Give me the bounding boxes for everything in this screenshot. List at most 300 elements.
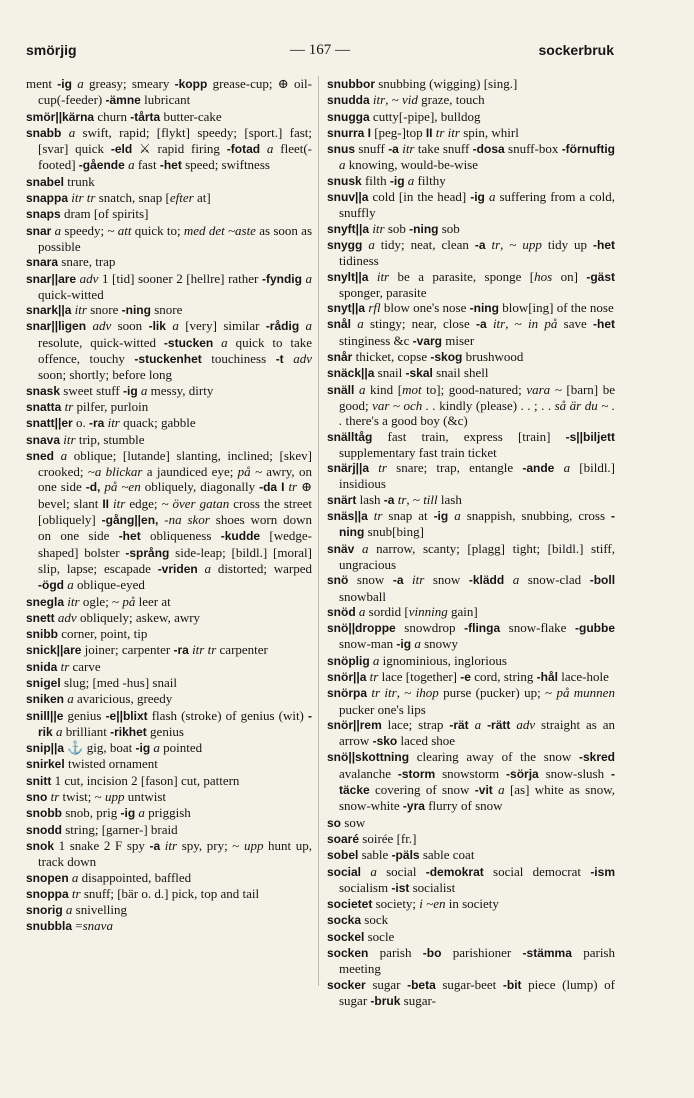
entry-text: cross the street [obliquely] — [38, 495, 313, 528]
entry-text: snuff — [355, 141, 389, 157]
entry-text: fast train, express [train] — [372, 428, 566, 444]
derivative: -ig — [470, 190, 485, 205]
dictionary-entry — [26, 838, 312, 870]
grammar-label: a — [68, 124, 76, 140]
derivative: -eld — [110, 142, 133, 157]
derivative: -beta — [407, 977, 436, 992]
dictionary-entry — [327, 864, 615, 897]
entry-text: lash — [356, 491, 384, 507]
dictionary-entry — [26, 594, 312, 610]
derivative: -rätt — [487, 717, 511, 732]
headword: snava — [26, 432, 61, 447]
grammar-label: itr — [372, 220, 385, 236]
grammar-label: a — [54, 222, 62, 238]
dictionary-entry — [26, 659, 312, 675]
dictionary-entry — [327, 349, 615, 365]
dictionary-entry — [26, 691, 312, 707]
derivative: -flinga — [464, 621, 501, 636]
grammar-label: itr — [113, 495, 126, 511]
grammar-label: a — [305, 318, 313, 334]
dictionary-entry — [327, 945, 615, 977]
entry-text: ogle; ~ — [79, 593, 123, 609]
entry-text: socialism — [339, 879, 392, 895]
entry-text: cold [in the head] — [368, 189, 471, 205]
derivative: -ig — [57, 77, 72, 91]
entry-text: be a parasite, sponge [ — [389, 268, 535, 284]
headword: snäs||a — [327, 509, 368, 524]
entry-text: covering of snow — [369, 782, 475, 798]
derivative: -a — [392, 573, 404, 588]
dictionary-entry — [327, 896, 615, 912]
entry-text: genius — [63, 707, 106, 723]
example-phrase: upp — [522, 236, 542, 252]
dictionary-entry — [327, 92, 615, 108]
entry-text: save — [557, 316, 594, 332]
example-phrase: vara ~ — [526, 381, 562, 397]
entry-text: snore — [150, 302, 183, 318]
entry-text: ignominious, inglorious — [379, 652, 507, 668]
headword: sobel — [327, 848, 359, 863]
entry-text: snow-flake — [500, 620, 575, 636]
grammar-label: tr — [64, 398, 74, 414]
derivative: -ism — [590, 864, 615, 879]
headword: snick||are — [26, 643, 82, 658]
entry-text: snappish, snubbing, cross — [460, 508, 612, 524]
dictionary-entry — [26, 223, 312, 255]
derivative: -ande — [522, 461, 555, 476]
example-phrase: med det ~aste — [183, 222, 256, 238]
dictionary-entry — [327, 620, 615, 653]
headword: snö||droppe — [327, 621, 396, 636]
derivative: -bruk — [370, 993, 401, 1008]
entry-text: quick to take offence, touchy — [38, 334, 313, 367]
dictionary-entry — [327, 929, 615, 945]
dictionary-entry — [327, 460, 615, 492]
entry-text: tidy up — [541, 236, 593, 252]
grammar-label: a — [414, 636, 421, 652]
entry-text: in society — [445, 896, 499, 912]
dictionary-entry — [26, 805, 312, 821]
entry-text: carpenter — [216, 642, 268, 658]
entry-text: sugar — [365, 976, 408, 992]
dictionary-entry — [26, 870, 312, 886]
derivative: -da — [259, 480, 278, 495]
dictionary-entry — [26, 190, 312, 206]
grammar-label: a — [368, 236, 375, 252]
entry-text: avaricious, greedy — [73, 691, 173, 707]
entry-text: narrow, scanty; [plagg] tight; [bildl.] stiff, ungracious — [339, 540, 616, 572]
derivative: -ra — [173, 643, 189, 658]
entry-text: grease-cup; ⊕ oil-cup(-feeder) — [38, 76, 312, 108]
headword: snatta — [26, 399, 62, 414]
dictionary-entry — [26, 399, 312, 415]
headword: snabel — [26, 174, 65, 189]
example-phrase: in på — [528, 316, 558, 332]
entry-text: corner, point, tip — [58, 626, 148, 642]
dictionary-entry — [26, 708, 312, 741]
entry-text: socle — [364, 928, 395, 944]
headword: snyft||a — [327, 221, 370, 236]
dictionary-entry — [327, 717, 615, 750]
headword: snärt — [327, 492, 357, 507]
entry-text: genius — [146, 723, 184, 739]
headword: snälltåg — [327, 429, 373, 444]
entry-text: messy, dirty — [147, 382, 214, 398]
entry-text: soon — [111, 318, 149, 334]
example-phrase: så är du ~ . . — [339, 397, 615, 429]
grammar-label: a — [266, 141, 274, 157]
grammar-label: rfl — [368, 300, 381, 316]
example-phrase: på ~en — [104, 479, 141, 495]
headword: snopen — [26, 870, 69, 885]
page-number: — 167 — — [290, 42, 350, 58]
derivative: -stucken — [163, 335, 214, 350]
headword: snobb — [26, 806, 62, 821]
example-phrase: i ~en — [419, 896, 446, 912]
headword: snappa — [26, 191, 69, 206]
entry-text: kind [ — [365, 381, 403, 397]
dictionary-entry — [26, 902, 312, 918]
derivative: -kopp — [174, 77, 208, 91]
entry-text: 1 [tid] sooner 2 [hellre] rather — [98, 270, 262, 286]
entry-text: purse (pucker) up; ~ — [438, 685, 557, 701]
derivative: -rådig — [265, 319, 300, 334]
headword: snäll — [327, 382, 355, 397]
entry-text: pilfer, purloin — [73, 398, 149, 414]
grammar-label: a — [339, 157, 346, 173]
entry-text: kindly (please) . . ; . . — [435, 397, 555, 413]
derivative: II — [425, 125, 433, 140]
entry-text: sob — [438, 220, 460, 236]
headword: sniken — [26, 692, 65, 707]
entry-text: parishioner — [441, 945, 523, 961]
dictionary-entry — [26, 302, 312, 318]
grammar-label: a — [60, 447, 68, 463]
derivative: -gubbe — [575, 621, 615, 636]
entry-text: speedy; ~ — [61, 222, 118, 238]
grammar-label: tr itr — [435, 124, 460, 140]
dictionary-entry — [327, 508, 615, 541]
entry-text: , ~ — [406, 491, 424, 507]
entry-text: ⚓ gig, boat — [64, 740, 136, 756]
headword: snus — [327, 142, 356, 157]
dictionary-entry — [327, 173, 615, 189]
entry-text: at] — [193, 190, 211, 206]
derivative: -t — [275, 352, 284, 367]
dictionary-entry — [26, 125, 312, 174]
headword: snoppa — [26, 886, 69, 901]
grammar-label: a — [204, 560, 212, 576]
dictionary-entry — [327, 541, 615, 573]
dictionary-entry — [327, 749, 615, 814]
entry-text: snuff-box — [504, 141, 562, 157]
entry-text: priggish — [144, 805, 191, 821]
entry-text: sweet stuff — [60, 382, 123, 398]
grammar-label: tr itr — [371, 685, 397, 701]
entry-text: laced shoe — [397, 733, 456, 749]
headword: snö||skottning — [327, 750, 410, 765]
example-phrase: snava — [82, 918, 113, 934]
entry-text: lubricant — [140, 92, 191, 108]
derivative: -varg — [412, 333, 443, 348]
derivative: -ra — [88, 416, 105, 431]
entry-text: [bildl.] insidious — [339, 460, 616, 492]
dictionary-entry — [327, 831, 615, 847]
derivative: -stuckenhet — [134, 352, 202, 367]
grammar-label: tr — [373, 508, 383, 524]
entry-text: piece (lump) of sugar — [339, 976, 615, 1008]
dictionary-entry — [327, 382, 615, 429]
derivative: -boll — [589, 573, 616, 588]
entry-text: blow one's nose — [380, 300, 470, 316]
derivative: -skred — [578, 750, 615, 765]
grammar-label: a — [358, 603, 366, 619]
entry-text: resolute, quick-witted — [38, 334, 164, 350]
headword: societet — [327, 897, 373, 912]
headword: snurra — [327, 125, 365, 140]
entry-text: greasy; smeary — [83, 76, 175, 91]
grammar-label: itr — [164, 837, 178, 853]
entry-text: sugar- — [400, 992, 436, 1008]
headword: soaré — [327, 831, 360, 846]
headword: sockel — [327, 929, 365, 944]
entry-text: sock — [361, 912, 389, 928]
entry-text: snowball — [339, 588, 386, 604]
entry-text: shoes worn down on one side — [38, 512, 313, 544]
derivative: -skog — [430, 350, 463, 365]
headword: socken — [327, 946, 369, 961]
dictionary-entry — [327, 815, 615, 831]
derivative: -rät — [449, 717, 469, 732]
derivative: -rik — [38, 708, 312, 739]
grammar-label: tr — [397, 491, 407, 507]
grammar-label: a — [362, 540, 369, 556]
dictionary-entry — [26, 206, 312, 222]
entry-text: obliquely, diagonally — [140, 479, 260, 495]
example-phrase: ~a blickar — [87, 464, 143, 480]
headword: snark||a — [26, 303, 72, 318]
dictionary-entry — [327, 429, 615, 461]
entry-text: straight as an arrow — [339, 716, 616, 749]
grammar-label: a — [305, 270, 313, 286]
entry-text: snowy — [420, 636, 459, 652]
derivative: -sko — [372, 734, 398, 749]
derivative: -ämne — [105, 93, 141, 108]
grammar-label: a — [357, 316, 364, 332]
derivative: -a — [476, 317, 487, 332]
grammar-label: itr — [492, 316, 506, 332]
headword: snylt||a — [327, 269, 369, 284]
grammar-label: a — [172, 318, 179, 334]
derivative: -skal — [405, 366, 433, 381]
derivative: -klädd — [468, 573, 505, 588]
entry-text: society; — [372, 896, 420, 912]
dictionary-entry — [327, 141, 615, 173]
dictionary-entry — [26, 626, 312, 642]
entry-text: sob — [384, 220, 410, 236]
derivative: -ig — [135, 741, 151, 756]
entry-text: leer at — [135, 593, 171, 609]
page-header — [26, 42, 614, 64]
column-divider — [318, 76, 319, 986]
derivative: II — [102, 496, 109, 511]
entry-text: snow — [424, 572, 469, 588]
dictionary-entry — [327, 685, 615, 717]
headword: snar||ligen — [26, 319, 87, 334]
example-phrase: på ~ — [237, 464, 262, 480]
entry-text: pointed — [159, 740, 203, 756]
grammar-label: a — [370, 863, 377, 879]
dictionary-entry — [327, 300, 615, 316]
dictionary-entry — [327, 847, 615, 863]
grammar-label: a — [221, 334, 228, 350]
derivative: -hål — [536, 669, 558, 684]
entry-text: flurry of snow — [424, 798, 503, 814]
entry-text: snowstorm — [435, 765, 507, 781]
grammar-label: a — [67, 691, 74, 707]
grammar-label: a — [454, 508, 461, 524]
derivative: -ig — [122, 383, 138, 398]
entry-text: awry, on one side — [38, 464, 312, 495]
headword: sno — [26, 790, 48, 805]
grammar-label: tr — [50, 789, 60, 805]
headword: snirkel — [26, 757, 65, 772]
grammar-label: a — [71, 869, 79, 885]
headword: snöplig — [327, 653, 370, 668]
dictionary-entry — [26, 271, 312, 303]
entry-text — [213, 335, 221, 350]
entry-text — [554, 460, 563, 475]
derivative: -kudde — [220, 529, 261, 544]
derivative: -ning — [121, 303, 151, 318]
entry-text: [peg-]top — [370, 124, 426, 140]
derivative: -ig — [433, 509, 449, 524]
grammar-label: adv — [79, 270, 99, 286]
derivative: -demokrat — [425, 864, 484, 879]
entry-text: snore — [86, 302, 122, 318]
dictionary-entry — [26, 886, 312, 902]
derivative: -het — [159, 158, 182, 173]
dictionary-entry — [26, 432, 312, 448]
derivative: -ögd — [38, 578, 64, 593]
entry-text: social — [376, 863, 426, 879]
entry-text: snub[bing] — [364, 524, 424, 540]
entry-text: [as] white as snow, snow-white — [339, 782, 615, 814]
entry-text — [368, 269, 376, 284]
headword: socker — [327, 977, 366, 992]
derivative: -a — [383, 492, 395, 507]
grammar-label: itr — [412, 572, 425, 588]
grammar-label: a — [140, 382, 148, 398]
derivative: -bo — [422, 946, 442, 961]
entry-text: sable — [358, 847, 392, 863]
entry-text: stingy; near, close — [363, 316, 476, 332]
derivative: -a — [149, 838, 161, 853]
dictionary-entry — [26, 76, 312, 109]
dictionary-entry — [327, 572, 615, 604]
derivative: -ig — [120, 806, 136, 821]
entry-text: snowdrop — [395, 620, 465, 636]
dictionary-entry — [26, 383, 312, 399]
entry-text: snuff; [bär o. d.] pick, top and tail — [80, 885, 260, 901]
derivative: I — [367, 125, 371, 140]
headword: snuv||a — [327, 190, 369, 205]
grammar-label: a — [563, 460, 571, 476]
entry-text: as soon as possible — [38, 222, 313, 254]
entry-text: obliquely; askew, awry — [76, 609, 201, 625]
headword: snudda — [327, 93, 370, 108]
entry-text — [61, 125, 68, 140]
derivative: -ig — [389, 173, 405, 188]
grammar-label: a — [358, 381, 366, 397]
entry-text — [504, 572, 513, 587]
example-phrase: upp — [243, 837, 264, 853]
entry-text — [260, 141, 267, 156]
derivative: -päls — [391, 848, 420, 863]
grammar-label: tr — [288, 479, 298, 495]
entry-text: sow — [341, 814, 366, 830]
headword: snaps — [26, 207, 61, 222]
derivative: -storm — [397, 766, 436, 781]
derivative: -täcke — [339, 766, 615, 798]
dictionary-entry — [26, 448, 312, 594]
headword: snöd — [327, 604, 356, 619]
headword: snegla — [26, 594, 65, 609]
entry-text: ment — [26, 76, 58, 91]
entry-text: graze, touch — [417, 92, 485, 108]
derivative: -stämma — [522, 946, 572, 961]
entry-text: sordid [ — [365, 603, 409, 619]
entry-text: churn — [94, 108, 131, 124]
entry-text: oblique-eyed — [73, 577, 145, 593]
entry-text: snap at — [382, 508, 434, 524]
headword: snask — [26, 383, 61, 398]
entry-text: quack; gabble — [119, 415, 196, 431]
headword: snar — [26, 223, 52, 238]
derivative: -lik — [148, 319, 166, 334]
grammar-label: adv — [92, 318, 112, 334]
entry-text: snail shell — [432, 365, 489, 381]
grammar-label: a — [77, 76, 84, 91]
entry-text: quick to; — [131, 222, 184, 238]
grammar-label: itr — [63, 431, 76, 447]
entry-text: on] — [552, 268, 587, 284]
dictionary-entry — [26, 675, 312, 691]
derivative: -e||blixt — [105, 708, 148, 723]
dictionary-entry — [327, 365, 615, 381]
headword: social — [327, 864, 362, 879]
derivative: -gående — [78, 158, 125, 173]
entry-text: slug; [med -hus] snail — [60, 674, 177, 690]
grammar-label: a — [138, 805, 145, 821]
grammar-label: a — [67, 577, 74, 593]
example-phrase: till — [423, 491, 438, 507]
entry-text: swift, rapid; [flykt] speedy; [sport.] fast; [svar] quick — [38, 124, 312, 157]
headword: snitt — [26, 773, 52, 788]
entry-text: cord, string — [470, 668, 537, 684]
headword: snärj||a — [327, 461, 370, 476]
dictionary-entry — [327, 109, 615, 125]
header-left-guideword: smörjig — [26, 42, 77, 58]
entry-text: hunt up, track down — [38, 837, 312, 870]
grammar-label: adv — [516, 716, 536, 732]
grammar-label: a — [488, 189, 496, 205]
derivative: -dosa — [472, 142, 505, 157]
entry-text: knowing, would-be-wise — [345, 157, 479, 173]
headword: snubbla — [26, 919, 73, 934]
headword: socka — [327, 913, 362, 928]
entry-text: joiner; carpenter — [81, 642, 174, 658]
